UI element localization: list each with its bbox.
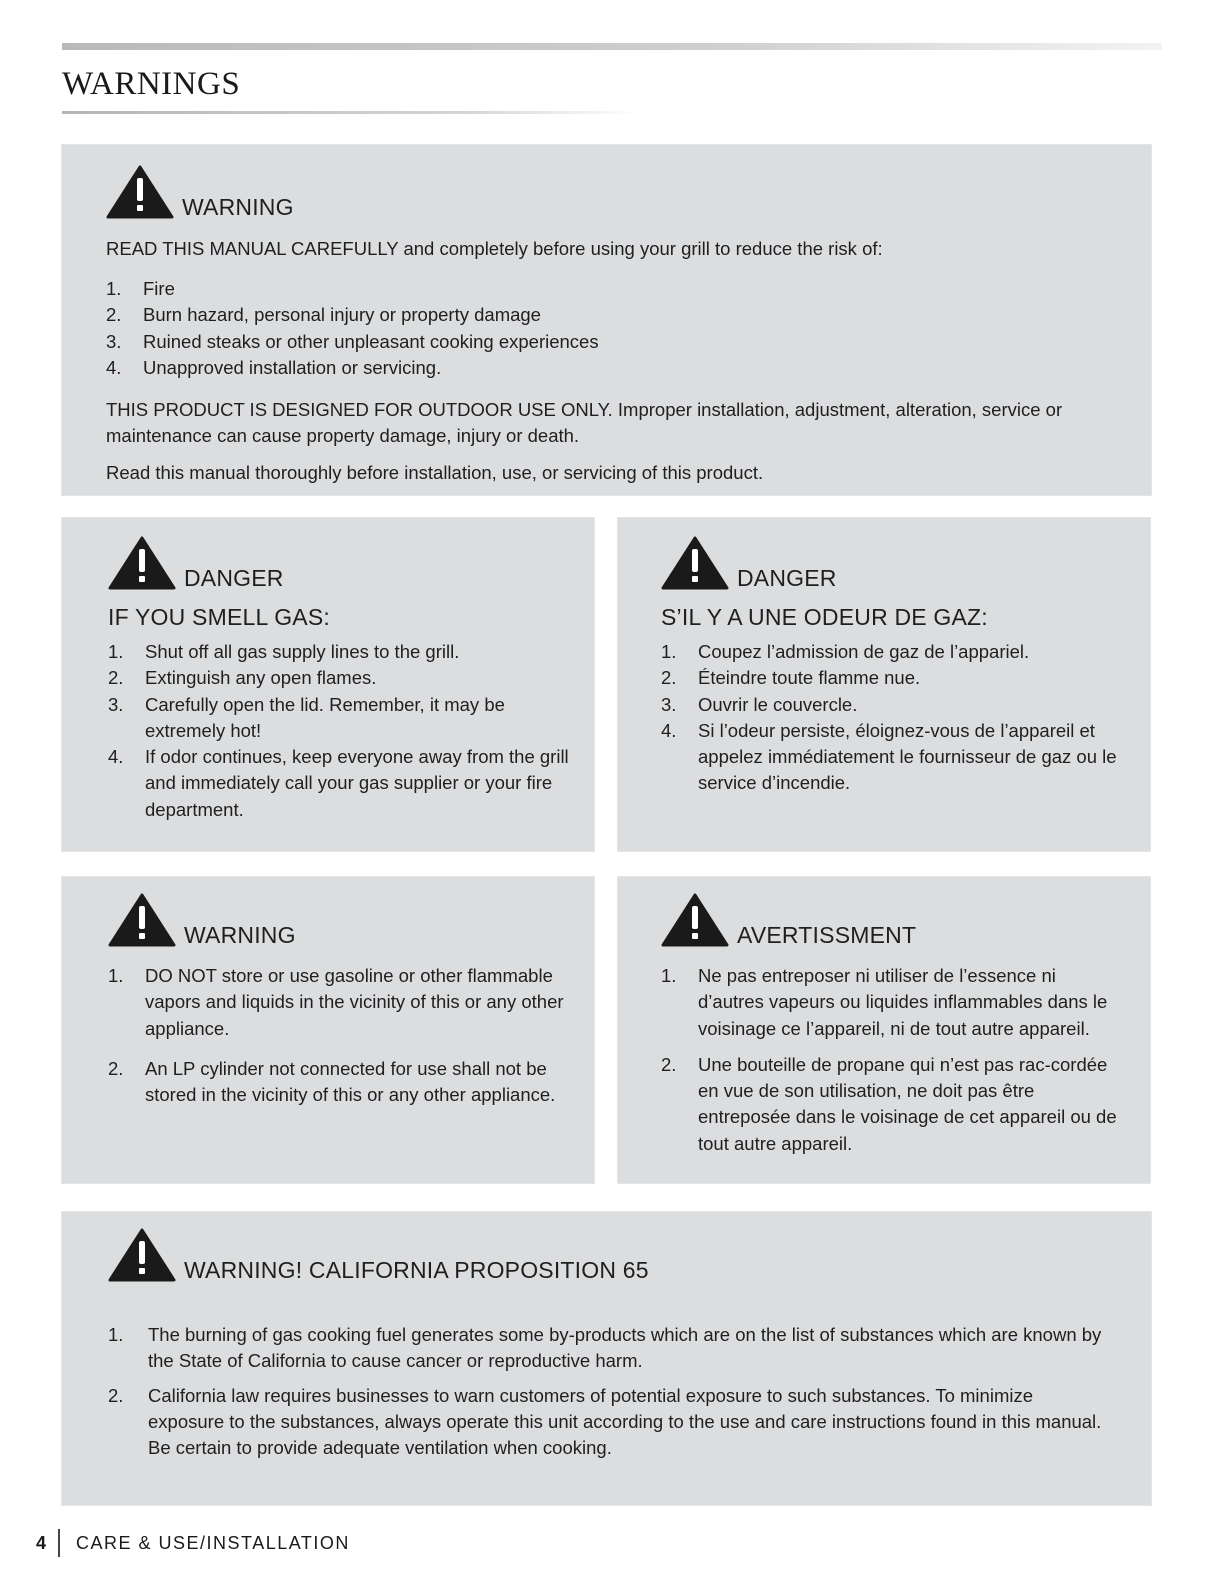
list-item	[661, 665, 1126, 691]
list-number: 2.	[106, 304, 122, 326]
footer-divider	[58, 1529, 60, 1557]
list-text: Une bouteille de propane qui n’est pas rac-cordée en vue de son utilisation, ne doit pas être entreposée dans le voisinage de cet appareil ou de tout autre appareil.	[698, 1053, 1117, 1154]
list-text: Éteindre toute flamme nue.	[698, 667, 921, 689]
warning-triangle-icon	[108, 1228, 176, 1282]
panel-title: DANGER	[184, 565, 284, 591]
list-item	[108, 744, 570, 823]
list-text: Ouvrir le couvercle.	[698, 693, 858, 715]
list-number: 1.	[661, 965, 677, 986]
list-number: 3.	[661, 693, 677, 715]
instruction-list	[661, 963, 1126, 1157]
list-item	[661, 1052, 1126, 1157]
list-number: 4.	[106, 356, 122, 378]
list-text: An LP cylinder not connected for use shall not be stored in the vicinity of this or any other appliance.	[145, 1057, 556, 1106]
list-number: 1.	[108, 641, 124, 662]
title-rule	[62, 111, 642, 114]
panel-title: DANGER	[737, 565, 837, 591]
list-item	[106, 276, 1107, 302]
list-item	[661, 639, 1126, 665]
panel-subheading: S’IL Y A UNE ODEUR DE GAZ:	[661, 604, 988, 630]
page-title: WARNINGS	[62, 66, 241, 102]
list-text: Fire	[143, 277, 175, 299]
danger-panel-english	[62, 518, 594, 851]
warning-intro: READ THIS MANUAL CAREFULLY and completely before using your grill to reduce the risk of:	[106, 238, 883, 259]
warning-triangle-icon	[108, 536, 176, 590]
warning-triangle-icon	[661, 536, 729, 590]
outdoor-use-notice: THIS PRODUCT IS DESIGNED FOR OUTDOOR USE ONLY. Improper installation, adjustment, alteration, service or maintenance can cause property damage, injury or death.	[106, 399, 1063, 447]
list-number: 2.	[108, 1384, 124, 1406]
list-number: 3.	[106, 330, 122, 352]
warning-panel-french	[618, 877, 1150, 1183]
list-text: Burn hazard, personal injury or property damage	[143, 304, 541, 326]
panel-header	[661, 534, 1126, 590]
list-number: 1.	[108, 1324, 124, 1345]
list-number: 1.	[106, 277, 122, 299]
list-text: California law requires businesses to warn customers of potential exposure to such substances. To minimize exposure to the substances, always operate this unit according to the use and care instructions found in this manual. Be certain to provide adequate ventilation when cooking.	[148, 1384, 1102, 1459]
panel-subheading: IF YOU SMELL GAS:	[108, 604, 330, 630]
panel-title: AVERTISSMENT	[737, 922, 917, 948]
panel-header	[108, 534, 570, 590]
list-text: Si l’odeur persiste, éloignez-vous de l’appareil et appelez immédiatement le fournisseur de gaz ou le service d’incendie.	[698, 719, 1117, 794]
list-item	[108, 639, 570, 665]
list-number: 1.	[108, 965, 124, 986]
list-number: 2.	[661, 1053, 677, 1075]
panel-header	[661, 891, 1126, 947]
list-number: 4.	[661, 719, 677, 741]
list-text: Carefully open the lid. Remember, it may be extremely hot!	[145, 693, 505, 741]
list-item	[108, 1322, 1107, 1375]
warning-triangle-icon	[108, 893, 176, 947]
footer-section-label: CARE & USE/INSTALLATION	[76, 1532, 350, 1553]
list-text: Ruined steaks or other unpleasant cooking experiences	[143, 330, 599, 352]
list-number: 2.	[661, 667, 677, 689]
panel-title: WARNING! CALIFORNIA PROPOSITION 65	[184, 1257, 649, 1283]
instruction-list	[108, 963, 570, 1108]
list-item	[106, 355, 1107, 381]
prop65-list	[108, 1322, 1107, 1461]
list-item	[106, 302, 1107, 328]
list-item	[108, 665, 570, 691]
list-number: 1.	[661, 641, 677, 662]
danger-panel-french	[618, 518, 1150, 851]
page-footer	[36, 1528, 350, 1558]
list-item	[106, 329, 1107, 355]
list-item	[661, 963, 1126, 1042]
list-item	[108, 692, 570, 745]
list-text: If odor continues, keep everyone away from the grill and immediately call your gas supplier or your fire department.	[145, 746, 569, 820]
list-number: 4.	[108, 746, 124, 768]
warning-triangle-icon	[106, 165, 174, 219]
list-number: 2.	[108, 667, 124, 689]
list-item	[108, 963, 570, 1042]
list-item	[108, 1056, 570, 1109]
page-number: 4	[36, 1532, 47, 1553]
list-item	[661, 718, 1126, 797]
list-text: Unapproved installation or servicing.	[143, 356, 442, 378]
list-item	[661, 692, 1126, 718]
panel-header	[108, 891, 570, 947]
panel-header	[108, 1226, 1107, 1282]
list-text: Shut off all gas supply lines to the grill.	[145, 641, 460, 662]
list-text: Coupez l’admission de gaz de l’appariel.	[698, 641, 1030, 662]
panel-title: WARNING	[182, 194, 294, 220]
instruction-list	[661, 639, 1126, 797]
warning-panel-english	[62, 877, 594, 1183]
risk-list	[106, 276, 1107, 381]
read-manual-notice: Read this manual thoroughly before installation, use, or servicing of this product.	[106, 461, 764, 483]
list-number: 3.	[108, 693, 124, 715]
warning-triangle-icon	[661, 893, 729, 947]
list-text: Extinguish any open flames.	[145, 667, 377, 689]
prop65-warning-panel	[62, 1212, 1151, 1505]
panel-title: WARNING	[184, 922, 296, 948]
list-text: DO NOT store or use gasoline or other flammable vapors and liquids in the vicinity of this or any other appliance.	[145, 965, 564, 1039]
list-number: 2.	[108, 1057, 124, 1079]
panel-header	[106, 163, 1107, 219]
instruction-list	[108, 639, 570, 823]
list-text: The burning of gas cooking fuel generates some by-products which are on the list of substances which are known by the State of California to cause cancer or reproductive harm.	[148, 1324, 1102, 1372]
warning-panel-main	[62, 145, 1151, 495]
list-text: Ne pas entreposer ni utiliser de l’essence ni d’autres vapeurs ou liquides inflammables dans le voisinage ce l’appareil, ni de tout autre appareil.	[698, 965, 1108, 1039]
list-item	[108, 1383, 1107, 1462]
top-rule	[62, 43, 1162, 50]
